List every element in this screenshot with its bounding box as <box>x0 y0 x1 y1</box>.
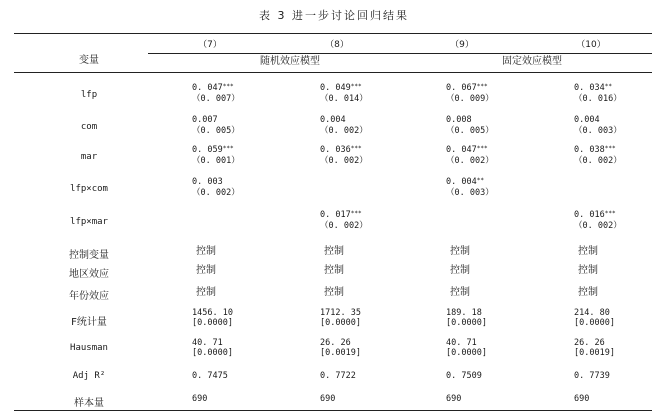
control-value: 控制 <box>450 265 470 276</box>
coefficient-value <box>446 83 488 94</box>
coefficient-value <box>320 115 346 126</box>
stat-pvalue: [0.0000] <box>192 348 233 358</box>
stat-value: 189. 18 <box>446 308 482 318</box>
stat-row-label: F统计量 <box>71 317 107 328</box>
coefficient-value <box>192 115 218 126</box>
row-label: lfp <box>80 90 98 100</box>
coefficient: 0. 036 <box>320 145 351 155</box>
stat-pvalue: [0.0019] <box>320 348 361 358</box>
coefficient-value <box>574 210 616 221</box>
stat-value: 690 <box>192 394 208 404</box>
stat-value: 40. 71 <box>192 338 223 348</box>
significance-stars: *** <box>604 210 616 217</box>
coefficient-value <box>446 177 484 188</box>
row-label: com <box>80 122 98 132</box>
control-value: 控制 <box>324 287 344 298</box>
stat-value: 40. 71 <box>446 338 477 348</box>
significance-stars: *** <box>222 145 234 152</box>
coefficient: 0. 047 <box>192 83 223 93</box>
stat-row-label: 样本量 <box>74 398 104 409</box>
coefficient: 0. 047 <box>446 145 477 155</box>
coefficient-value <box>192 83 234 94</box>
control-value: 控制 <box>324 246 344 257</box>
significance-stars: ** <box>604 83 612 90</box>
stat-value: 0. 7509 <box>446 371 482 381</box>
row-label: mar <box>80 152 98 162</box>
coefficient: 0.007 <box>192 115 218 125</box>
stat-pvalue: [0.0000] <box>446 348 487 358</box>
coefficient: 0.004 <box>320 115 346 125</box>
control-value: 控制 <box>578 287 598 298</box>
coefficient-value <box>446 145 488 156</box>
standard-error: （0. 002） <box>320 156 368 166</box>
coefficient: 0.008 <box>446 115 472 125</box>
significance-stars: *** <box>350 210 362 217</box>
standard-error: （0. 005） <box>192 126 240 136</box>
stat-value: 26. 26 <box>574 338 605 348</box>
stat-value: 0. 7722 <box>320 371 356 381</box>
standard-error: （0. 016） <box>574 94 622 104</box>
coefficient: 0. 003 <box>192 177 223 187</box>
coefficient: 0. 016 <box>574 210 605 220</box>
bottom-rule <box>14 410 652 411</box>
coefficient-value <box>320 83 362 94</box>
significance-stars: *** <box>350 83 362 90</box>
standard-error: （0. 009） <box>446 94 494 104</box>
standard-error: （0. 005） <box>446 126 494 136</box>
row-label: lfp×com <box>70 184 108 194</box>
coefficient-value <box>320 145 362 156</box>
control-value: 控制 <box>196 287 216 298</box>
stat-pvalue: [0.0019] <box>574 348 615 358</box>
column-header-10: （10） <box>576 40 606 50</box>
stat-row-label: Hausman <box>70 343 108 353</box>
standard-error: （0. 007） <box>192 94 240 104</box>
row-label: lfp×mar <box>70 217 108 227</box>
significance-stars: *** <box>350 145 362 152</box>
stat-value: 1456. 10 <box>192 308 233 318</box>
column-header-rule <box>148 53 652 54</box>
significance-stars: *** <box>222 83 234 90</box>
coefficient-value <box>192 177 223 188</box>
stat-value: 26. 26 <box>320 338 351 348</box>
standard-error: （0. 003） <box>446 188 494 198</box>
stat-value: 1712. 35 <box>320 308 361 318</box>
stat-value: 214. 80 <box>574 308 610 318</box>
stat-pvalue: [0.0000] <box>446 318 487 328</box>
stat-value: 0. 7475 <box>192 371 228 381</box>
control-value: 控制 <box>196 246 216 257</box>
group-fixed-effects: 固定效应模型 <box>502 56 562 67</box>
stat-value: 0. 7739 <box>574 371 610 381</box>
coefficient-value <box>192 145 234 156</box>
header-variable-label: 变量 <box>79 55 99 66</box>
top-rule <box>14 33 652 34</box>
standard-error: （0. 002） <box>192 188 240 198</box>
coefficient: 0. 049 <box>320 83 351 93</box>
control-value: 控制 <box>196 265 216 276</box>
stat-pvalue: [0.0000] <box>192 318 233 328</box>
control-value: 控制 <box>450 287 470 298</box>
coefficient-value <box>320 210 362 221</box>
stat-row-label: Adj R² <box>72 371 106 381</box>
control-value: 控制 <box>450 246 470 257</box>
coefficient-value <box>574 145 616 156</box>
column-header-8: （8） <box>325 40 349 50</box>
significance-stars: *** <box>604 145 616 152</box>
header-bottom-rule <box>14 72 652 73</box>
coefficient-value <box>574 115 600 126</box>
coefficient: 0. 067 <box>446 83 477 93</box>
control-row-label: 地区效应 <box>69 269 109 280</box>
column-header-7: （7） <box>198 40 222 50</box>
stat-value: 690 <box>320 394 336 404</box>
standard-error: （0. 001） <box>192 156 240 166</box>
standard-error: （0. 002） <box>574 156 622 166</box>
coefficient: 0. 038 <box>574 145 605 155</box>
significance-stars: ** <box>476 177 484 184</box>
standard-error: （0. 014） <box>320 94 368 104</box>
stat-pvalue: [0.0000] <box>320 318 361 328</box>
coefficient: 0. 059 <box>192 145 223 155</box>
column-header-9: （9） <box>450 40 474 50</box>
coefficient-value <box>574 83 612 94</box>
coefficient-value <box>446 115 472 126</box>
stat-value: 690 <box>574 394 590 404</box>
coefficient: 0. 034 <box>574 83 605 93</box>
stat-value: 690 <box>446 394 462 404</box>
group-random-effects: 随机效应模型 <box>260 56 320 67</box>
control-value: 控制 <box>578 265 598 276</box>
standard-error: （0. 002） <box>574 221 622 231</box>
coefficient: 0. 004 <box>446 177 477 187</box>
control-row-label: 年份效应 <box>69 291 109 302</box>
coefficient: 0. 017 <box>320 210 351 220</box>
standard-error: （0. 002） <box>446 156 494 166</box>
control-row-label: 控制变量 <box>69 250 109 261</box>
significance-stars: *** <box>476 145 488 152</box>
coefficient: 0.004 <box>574 115 600 125</box>
stat-pvalue: [0.0000] <box>574 318 615 328</box>
control-value: 控制 <box>324 265 344 276</box>
control-value: 控制 <box>578 246 598 257</box>
standard-error: （0. 003） <box>574 126 622 136</box>
standard-error: （0. 002） <box>320 126 368 136</box>
significance-stars: *** <box>476 83 488 90</box>
table-title: 表 3 进一步讨论回归结果 <box>259 9 409 22</box>
standard-error: （0. 002） <box>320 221 368 231</box>
